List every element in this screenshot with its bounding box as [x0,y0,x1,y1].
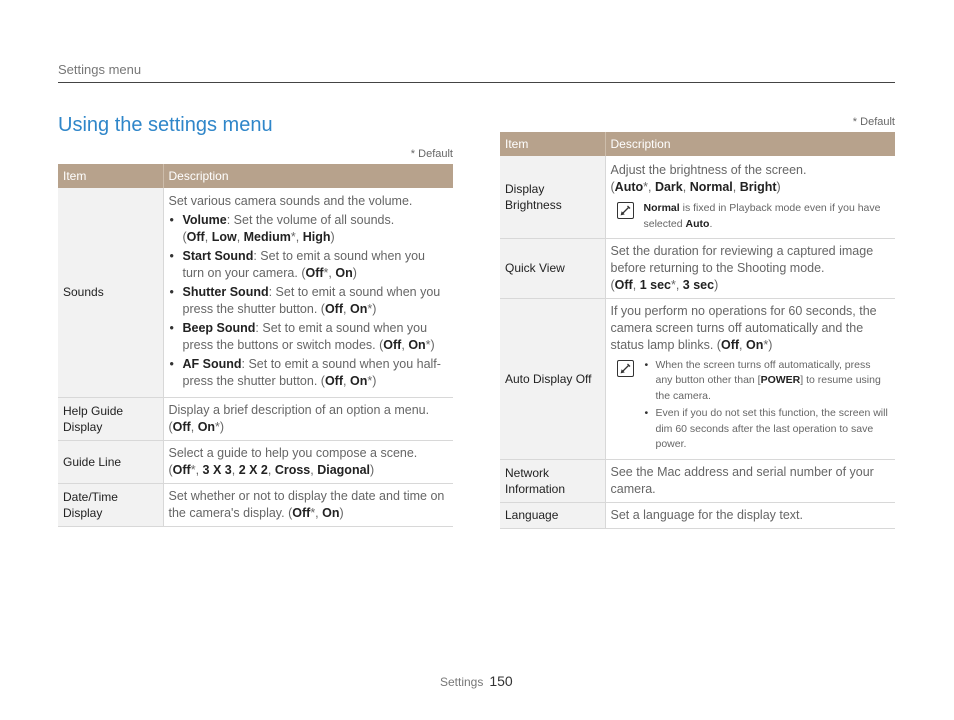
default-note-right: * Default [852,116,895,128]
note-item-resume: • When the screen turns off automatically, press any button other than [POWER] to resume using the camera. [656,358,891,405]
row-item-language: Language [500,502,605,528]
note-item-dim: • Even if you do not set this function, the screen will dim 60 seconds after the last operation to save power. [656,406,891,453]
header-divider [58,82,895,83]
list-item-start-sound: • Start Sound: Set to emit a sound when you turn on your camera. (Off*, On) [183,248,449,282]
list-item-beep-sound: • Beep Sound: Set to emit a sound when you press the buttons or switch modes. (Off, On*) [183,320,449,354]
table-row [58,440,453,483]
table-row [500,502,895,528]
note-box [611,358,891,455]
note-box [611,200,891,232]
note-list [644,358,891,455]
settings-table-left [58,164,453,527]
row-item-datetime: Date/Time Display [58,483,163,526]
row-item-display-brightness: Display Brightness [500,156,605,238]
column-header-item: Item [500,132,605,156]
settings-table-right [500,132,895,529]
row-desc-language: Set a language for the display text. [605,502,895,528]
page-footer [440,673,513,689]
list-item-af-sound: • AF Sound: Set to emit a sound when you half-press the shutter button. (Off, On*) [183,356,449,390]
list-item-volume: • Volume: Set the volume of all sounds. (Off, Low, Medium*, High) [183,212,449,246]
table-row [58,397,453,440]
footer-section-label: Settings [440,675,484,689]
sounds-options-list [169,212,449,390]
row-desc-display-brightness: Adjust the brightness of the screen. (Auto*, Dark, Normal, Bright) Normal is fixed in Playback mode even if you have selected Auto. [605,156,895,238]
table-row [58,483,453,526]
table-row [500,156,895,238]
row-desc-datetime: Set whether or not to display the date and time on the camera's display. (Off*, On) [163,483,453,526]
memo-pencil-icon [617,202,634,219]
row-desc-auto-display-off: If you perform no operations for 60 seconds, the camera screen turns off automatically and the status lamp blinks. (Off, On*) • When the screen turns off automatically, press any button other than [POWER] to resume using the camera. • Even if you do not set this function, the screen will dim 60 seconds after the last operation to save power. [605,298,895,459]
row-item-auto-display-off: Auto Display Off [500,298,605,459]
table-row [500,459,895,502]
row-item-guide-line: Guide Line [58,440,163,483]
row-item-help-guide: Help Guide Display [58,397,163,440]
row-item-network: Network Information [500,459,605,502]
column-header-item: Item [58,164,163,188]
row-desc-quick-view: Set the duration for reviewing a captured image before returning to the Shooting mode. (Off, 1 sec*, 3 sec) [605,238,895,298]
row-desc-sounds [163,188,453,397]
row-item-sounds: Sounds [58,188,163,397]
memo-pencil-icon [617,360,634,377]
page-number: 150 [489,673,513,689]
page-title: Using the settings menu [58,114,273,136]
section-label: Settings menu [58,62,142,77]
row-item-quick-view: Quick View [500,238,605,298]
table-header-row [58,164,453,188]
column-header-description: Description [605,132,895,156]
sounds-intro: Set various camera sounds and the volume. [168,193,413,208]
list-item-shutter-sound: • Shutter Sound: Set to emit a sound when you press the shutter button. (Off, On*) [183,284,449,318]
table-row [500,298,895,459]
default-note-left: * Default [410,148,453,160]
table-row [58,188,453,397]
table-header-row [500,132,895,156]
row-desc-help-guide: Display a brief description of an option a menu. (Off, On*) [163,397,453,440]
row-desc-network: See the Mac address and serial number of your camera. [605,459,895,502]
column-header-description: Description [163,164,453,188]
table-row [500,238,895,298]
note-text: Normal is fixed in Playback mode even if you have selected Auto. [643,201,881,230]
row-desc-guide-line: Select a guide to help you compose a scene. (Off*, 3 X 3, 2 X 2, Cross, Diagonal) [163,440,453,483]
